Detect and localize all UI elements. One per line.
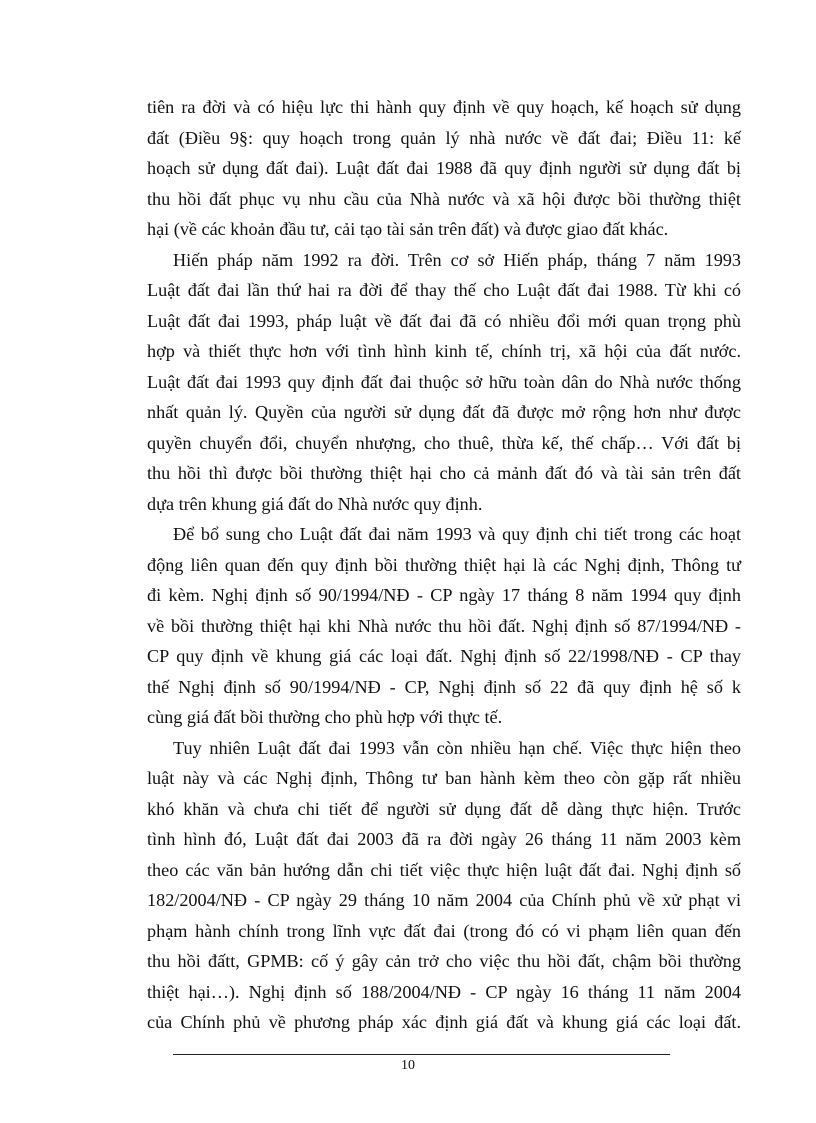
text-line: đất (Điều 9§: quy hoạch trong quản lý nhà nước về đất đai; Điều 11: kế	[147, 127, 741, 148]
body-text	[147, 92, 741, 1038]
text-line: thu hồi thì được bồi thường thiệt hại cho cả mảnh đất đó và tài sản trên đất	[147, 463, 741, 483]
text-line: Luật đất đai lần thứ hai ra đời để thay thế cho Luật đất đai 1988. Từ khi có	[147, 280, 741, 300]
text-line: động liên quan đến quy định bồi thường thiệt hại là các Nghị định, Thông tư	[147, 554, 741, 575]
text-line: dựa trên khung giá đất do Nhà nước quy định.	[147, 493, 483, 514]
text-line: luật này và các Nghị định, Thông tư ban hành kèm theo còn gặp rất nhiều	[147, 768, 741, 788]
text-line: hại (về các khoản đầu tư, cải tạo tài sản trên đất) và được giao đất khác.	[147, 219, 669, 239]
text-line: hoạch sử dụng đất đai). Luật đất đai 1988 đã quy định người sử dụng đất bị	[147, 158, 741, 178]
text-line: của Chính phủ về phương pháp xác định giá đất và khung giá các loại đất.	[147, 1012, 741, 1032]
text-line: Hiến pháp năm 1992 ra đời. Trên cơ sở Hiến pháp, tháng 7 năm 1993	[173, 249, 741, 270]
text-line: đi kèm. Nghị định số 90/1994/NĐ - CP ngày 17 tháng 8 năm 1994 quy định	[147, 585, 741, 605]
text-line: tình hình đó, Luật đất đai 2003 đã ra đời ngày 26 tháng 11 năm 2003 kèm	[147, 829, 741, 849]
text-line: Luật đất đai 1993, pháp luật về đất đai đã có nhiều đổi mới quan trọng phù	[147, 310, 741, 331]
text-line: hợp và thiết thực hơn với tình hình kinh tế, chính trị, xã hội của đất nước.	[147, 341, 741, 361]
text-line: CP quy định về khung giá các loại đất. Nghị định số 22/1998/NĐ - CP thay	[147, 646, 741, 666]
text-line: Luật đất đai 1993 quy định đất đai thuộc sở hữu toàn dân do Nhà nước thống	[147, 371, 741, 392]
text-line: khó khăn và chưa chi tiết để người sử dụng đất dễ dàng thực hiện. Trước	[147, 798, 741, 819]
text-line: cùng giá đất bồi thường cho phù hợp với thực tế.	[147, 707, 503, 727]
footer-divider	[173, 1054, 670, 1055]
text-line: theo các văn bản hướng dẫn chi tiết việc thực hiện luật đất đai. Nghị định số	[147, 859, 741, 880]
text-line: thu hồi đấtt, GPMB: cố ý gây cản trở cho việc thu hồi đất, chậm bồi thường	[147, 951, 741, 971]
text-line: tiên ra đời và có hiệu lực thi hành quy định về quy hoạch, kế hoạch sử dụng	[147, 97, 741, 117]
text-line: phạm hành chính trong lĩnh vực đất đai (trong đó có vi phạm liên quan đến	[147, 920, 741, 941]
text-line: Tuy nhiên Luật đất đai 1993 vẫn còn nhiều hạn chế. Việc thực hiện theo	[173, 737, 741, 758]
text-line: về bồi thường thiệt hại khi Nhà nước thu hồi đất. Nghị định số 87/1994/NĐ -	[147, 615, 741, 636]
text-line: Để bổ sung cho Luật đất đai năm 1993 và quy định chi tiết trong các hoạt	[173, 524, 741, 544]
page-number: 10	[401, 1058, 415, 1073]
text-line: quyền chuyển đổi, chuyển nhượng, cho thuê, thừa kế, thế chấp… Với đất bị	[147, 432, 741, 453]
text-line: thiệt hại…). Nghị định số 188/2004/NĐ - CP ngày 16 tháng 11 năm 2004	[147, 981, 741, 1002]
text-line: 182/2004/NĐ - CP ngày 29 tháng 10 năm 2004 của Chính phủ về xử phạt vi	[147, 890, 741, 910]
text-line: nhất quản lý. Quyền của người sử dụng đất đã được mở rộng hơn như được	[147, 402, 741, 422]
text-line: thu hồi đất phục vụ nhu cầu của Nhà nước và xã hội được bồi thường thiệt	[147, 188, 741, 209]
text-line: thế Nghị định số 90/1994/NĐ - CP, Nghị định số 22 đã quy định hệ số k	[147, 676, 741, 697]
